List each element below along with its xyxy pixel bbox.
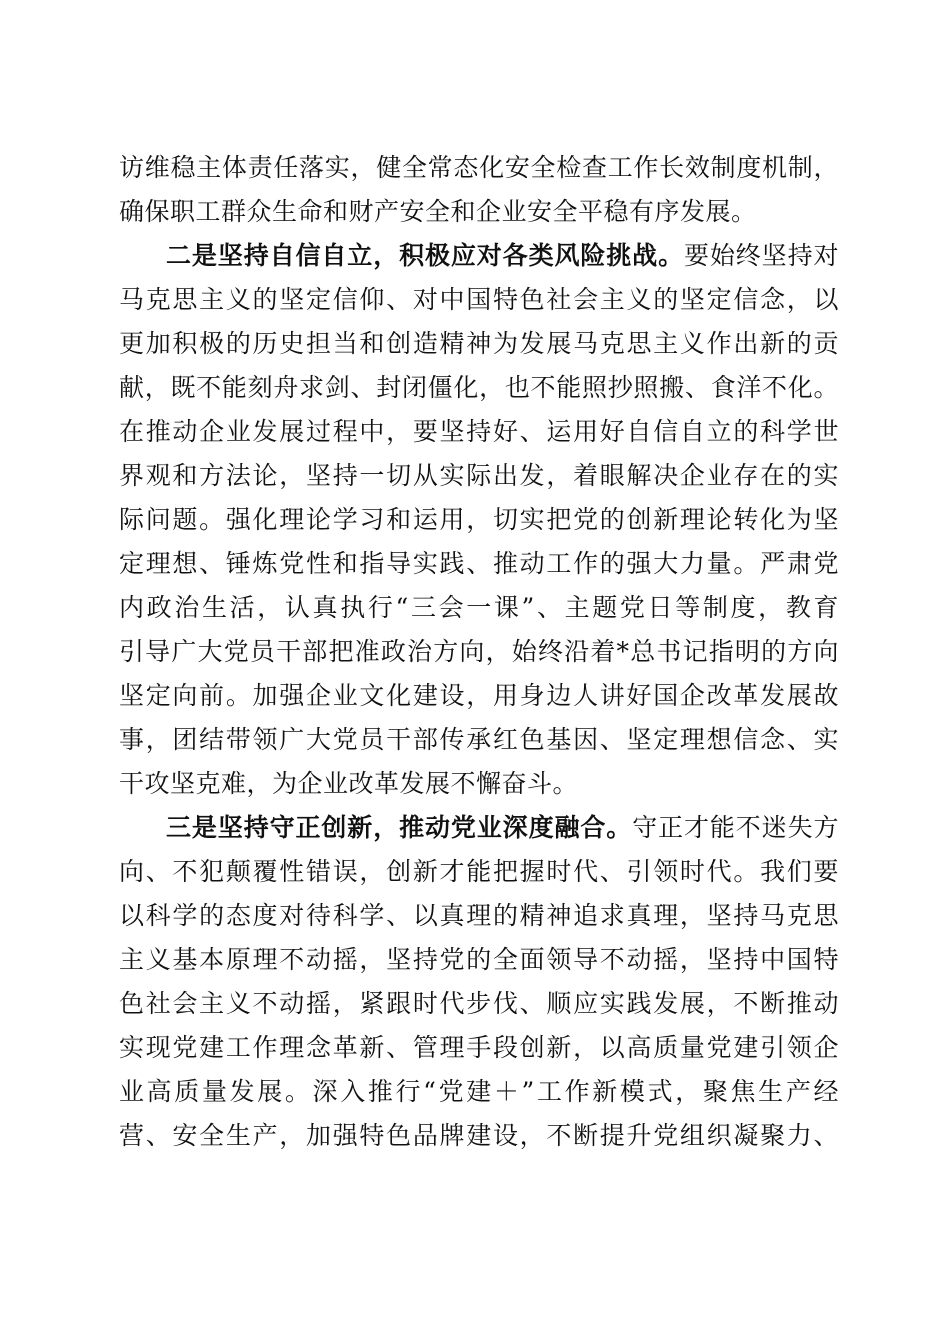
text-line: 营、安全生产，加强特色品牌建设，不断提升党组织凝聚力、 <box>119 1121 839 1150</box>
text-line: 界观和方法论，坚持一切从实际出发，着眼解决企业存在的实 <box>119 461 839 490</box>
paragraph-heading: 三是坚持守正创新，推动党业深度融合。 <box>166 813 633 842</box>
text-line: 马克思主义的坚定信仰、对中国特色社会主义的坚定信念，以 <box>119 285 839 314</box>
text-line: 实现党建工作理念革新、管理手段创新，以高质量党建引领企 <box>119 1033 839 1062</box>
text-line: 更加积极的历史担当和创造精神为发展马克思主义作出新的贡 <box>119 329 839 358</box>
text-line: 事，团结带领广大党员干部传承红色基因、坚定理想信念、实 <box>119 725 839 754</box>
text-line: 在推动企业发展过程中，要坚持好、运用好自信自立的科学世 <box>119 417 839 446</box>
text-line: 确保职工群众生命和财产安全和企业安全平稳有序发展。 <box>119 197 757 226</box>
text-span: 守正才能不迷失方 <box>632 813 839 842</box>
text-line: 引导广大党员干部把准政治方向，始终沿着*总书记指明的方向 <box>119 637 839 666</box>
text-line: 坚定向前。加强企业文化建设，用身边人讲好国企改革发展故 <box>119 681 839 710</box>
text-line: 主义基本原理不动摇，坚持党的全面领导不动摇，坚持中国特 <box>119 945 839 974</box>
paragraph-first-line <box>166 234 839 278</box>
paragraph-first-line <box>166 806 839 850</box>
paragraph-heading: 二是坚持自信自立，积极应对各类风险挑战。 <box>166 241 684 270</box>
text-line: 干攻坚克难，为企业改革发展不懈奋斗。 <box>119 769 579 798</box>
text-line: 内政治生活，认真执行“三会一课”、主题党日等制度，教育 <box>119 593 839 622</box>
text-line: 色社会主义不动摇，紧跟时代步伐、顺应实践发展，不断推动 <box>119 989 839 1018</box>
text-line: 访维稳主体责任落实，健全常态化安全检查工作长效制度机制， <box>119 153 839 182</box>
text-line: 以科学的态度对待科学、以真理的精神追求真理，坚持马克思 <box>119 901 839 930</box>
text-line: 业高质量发展。深入推行“党建＋”工作新模式，聚焦生产经 <box>119 1077 839 1106</box>
text-line: 际问题。强化理论学习和运用，切实把党的创新理论转化为坚 <box>119 505 839 534</box>
text-line: 献，既不能刻舟求剑、封闭僵化，也不能照抄照搬、食洋不化。 <box>119 373 839 402</box>
text-line: 向、不犯颠覆性错误，创新才能把握时代、引领时代。我们要 <box>119 857 839 886</box>
text-span: 要始终坚持对 <box>683 241 839 270</box>
text-line: 定理想、锤炼党性和指导实践、推动工作的强大力量。严肃党 <box>119 549 839 578</box>
